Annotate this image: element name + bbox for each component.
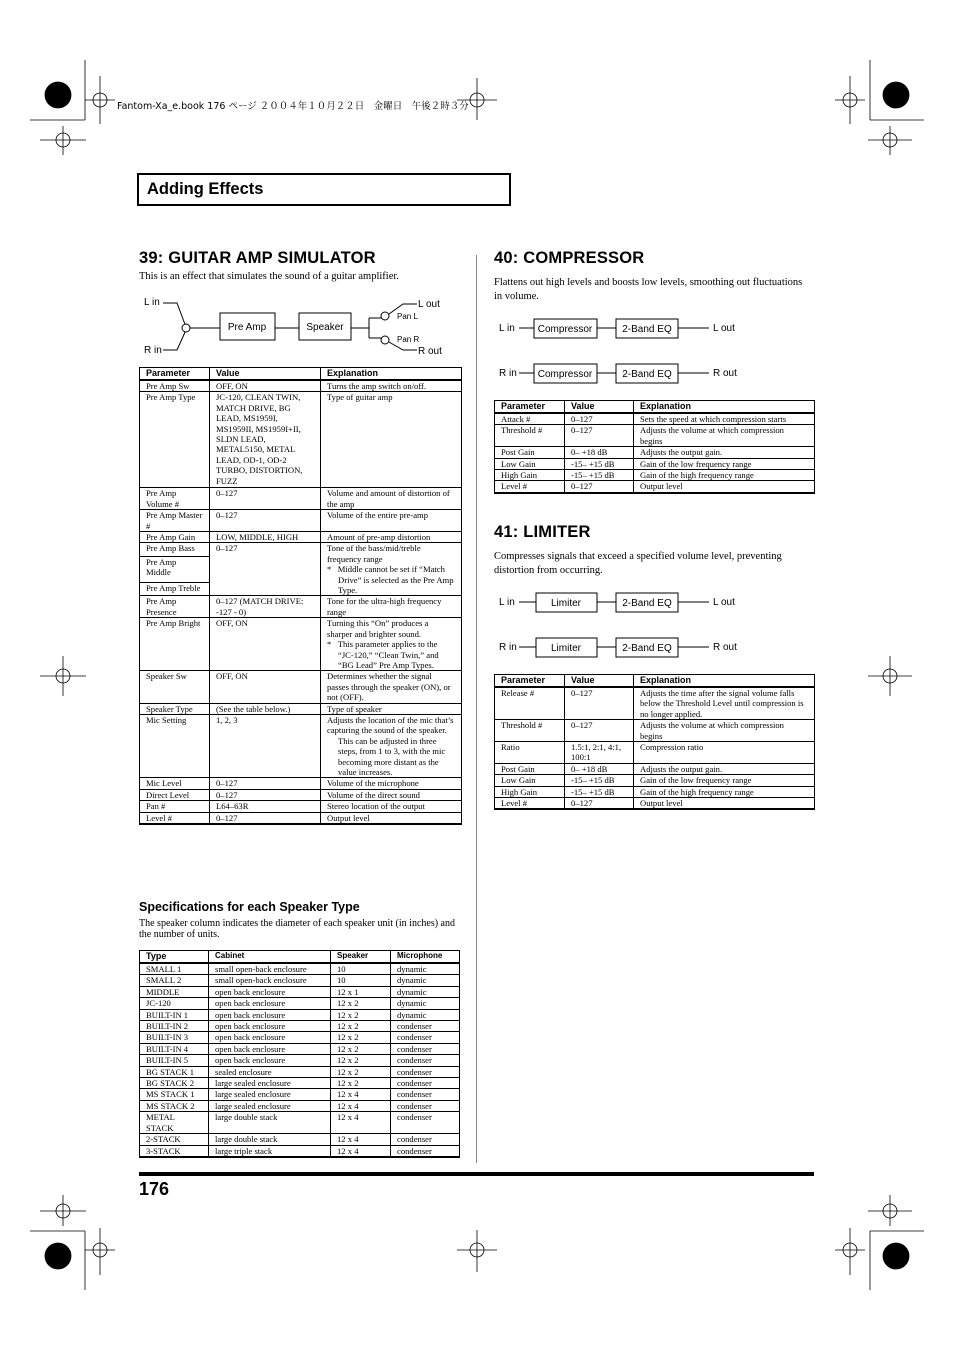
cabinet-cell: open back enclosure — [209, 986, 331, 997]
diagram-label-l-in: L in — [144, 297, 160, 308]
type-cell: BG STACK 1 — [140, 1066, 209, 1077]
limiter-param-table — [494, 674, 815, 810]
speaker-cell: 10 — [331, 975, 391, 986]
cabinet-cell: open back enclosure — [209, 1032, 331, 1043]
diagram-block-limiter: Limiter — [550, 643, 582, 654]
table-row: Post Gain 0– +18 dB Adjusts the output gain. — [495, 447, 815, 458]
diagram-block-eq: 2-Band EQ — [622, 598, 672, 609]
diagram-block-compressor: Compressor — [537, 369, 593, 380]
speaker-cell: 12 x 2 — [331, 998, 391, 1009]
col-header-value: Value — [210, 368, 321, 381]
table-row: Level # 0–127 Output level — [495, 798, 815, 810]
diagram-block-eq: 2-Band EQ — [622, 324, 672, 335]
table-row: Pre Amp Bright OFF, ON Turning this “On” produces a sharper and brighter sound. * This parameter applies to the “JC-120,” “Clean Twin,” and “BG Lead” Pre Amp Types. — [140, 618, 462, 671]
speaker-cell: 12 x 2 — [331, 1009, 391, 1020]
table-row — [140, 963, 460, 975]
compressor-param-table — [494, 400, 815, 494]
col-header-speaker: Speaker — [331, 951, 391, 964]
limiter-diagram — [494, 588, 814, 663]
cabinet-cell: open back enclosure — [209, 1043, 331, 1054]
cabinet-cell: open back enclosure — [209, 1021, 331, 1032]
cabinet-cell: open back enclosure — [209, 998, 331, 1009]
microphone-cell: condenser — [391, 1066, 460, 1077]
diagram-label-r-out: R out — [713, 368, 737, 379]
table-row — [140, 1089, 460, 1100]
table-row: Pre Amp Master # 0–127 Volume of the entire pre-amp — [140, 510, 462, 532]
type-cell: METAL STACK — [140, 1112, 209, 1134]
compressor-desc: Flattens out high levels and boosts low levels, smoothing out fluctuations in volume. — [494, 277, 803, 302]
table-row — [140, 986, 460, 997]
table-row: Threshold # 0–127 Adjusts the volume at which compression begins — [495, 720, 815, 742]
table-row — [140, 998, 460, 1009]
diagram-block-compressor: Compressor — [537, 324, 593, 335]
col-header-parameter: Parameter — [140, 368, 210, 381]
table-row: Low Gain -15– +15 dB Gain of the low frequency range — [495, 775, 815, 786]
speaker-spec-desc: The speaker column indicates the diameter of each speaker unit (in inches) and the number of units. — [139, 918, 455, 940]
file-info-header: Fantom-Xa_e.book 176 ページ ２００４年１０月２２日 金曜日 午後２時３分 — [117, 101, 469, 112]
diagram-label-r-in: R in — [144, 345, 162, 356]
page-number: 176 — [139, 1179, 170, 1199]
table-row: Pre Amp Gain LOW, MIDDLE, HIGH Amount of pre-amp distortion — [140, 532, 462, 543]
page-footer-rule — [139, 1172, 814, 1176]
table-row: Pre Amp Sw OFF, ON Turns the amp switch on/off. — [140, 380, 462, 392]
microphone-cell: condenser — [391, 1078, 460, 1089]
diagram-label-l-out: L out — [418, 299, 440, 310]
speaker-cell: 12 x 2 — [331, 1043, 391, 1054]
type-cell: BUILT-IN 1 — [140, 1009, 209, 1020]
cabinet-cell: open back enclosure — [209, 1009, 331, 1020]
table-row: Mic Level 0–127 Volume of the microphone — [140, 778, 462, 789]
limiter-desc: Compresses signals that exceed a specified volume level, preventing distortion from occurring. — [494, 551, 782, 576]
diagram-label-r-out: R out — [713, 642, 737, 653]
table-row: Direct Level 0–127 Volume of the direct sound — [140, 789, 462, 800]
col-header-value: Value — [565, 401, 634, 414]
table-row: Attack # 0–127 Sets the speed at which compression starts — [495, 413, 815, 425]
guitar-amp-title: 39: GUITAR AMP SIMULATOR — [139, 249, 376, 267]
cabinet-cell: small open-back enclosure — [209, 963, 331, 975]
microphone-cell: condenser — [391, 1134, 460, 1145]
speaker-cell: 12 x 4 — [331, 1112, 391, 1134]
speaker-spec-title: Specifications for each Speaker Type — [139, 900, 360, 914]
speaker-cell: 12 x 1 — [331, 986, 391, 997]
diagram-block-pre-amp: Pre Amp — [227, 322, 267, 333]
microphone-cell: condenser — [391, 1043, 460, 1054]
speaker-cell: 12 x 2 — [331, 1078, 391, 1089]
speaker-cell: 12 x 4 — [331, 1089, 391, 1100]
microphone-cell: condenser — [391, 1112, 460, 1134]
type-cell: BUILT-IN 2 — [140, 1021, 209, 1032]
table-row: Pre Amp Bass 0–127 Tone of the bass/mid/treble frequency range * Middle cannot be set if “Match Drive” is selected as the Pre Amp Type. — [140, 543, 462, 557]
table-row — [140, 1100, 460, 1111]
type-cell: BUILT-IN 5 — [140, 1055, 209, 1066]
microphone-cell: dynamic — [391, 963, 460, 975]
diagram-label-pan-l: Pan L — [397, 312, 418, 321]
col-header-type: Type — [140, 951, 209, 964]
diagram-block-eq: 2-Band EQ — [622, 643, 672, 654]
compressor-diagram — [494, 314, 814, 389]
microphone-cell: condenser — [391, 1055, 460, 1066]
microphone-cell: dynamic — [391, 1009, 460, 1020]
table-row: Post Gain 0– +18 dB Adjusts the output gain. — [495, 763, 815, 774]
limiter-title: 41: LIMITER — [494, 523, 591, 541]
table-row — [140, 1066, 460, 1077]
table-row: Pre Amp Treble — [140, 582, 462, 596]
table-row: Level # 0–127 Output level — [140, 812, 462, 824]
type-cell: BUILT-IN 4 — [140, 1043, 209, 1054]
type-cell: MS STACK 1 — [140, 1089, 209, 1100]
table-row — [140, 1055, 460, 1066]
microphone-cell: condenser — [391, 1032, 460, 1043]
guitar-amp-param-table — [139, 367, 462, 825]
cabinet-cell: large sealed enclosure — [209, 1089, 331, 1100]
table-row — [140, 1043, 460, 1054]
col-header-explanation: Explanation — [321, 368, 462, 381]
diagram-label-l-out: L out — [713, 597, 735, 608]
table-row — [140, 1032, 460, 1043]
table-row: Pan # L64–63R Stereo location of the output — [140, 801, 462, 812]
type-cell: BG STACK 2 — [140, 1078, 209, 1089]
table-row: Speaker Type (See the table below.) Type of speaker — [140, 703, 462, 714]
type-cell: SMALL 2 — [140, 975, 209, 986]
microphone-cell: dynamic — [391, 986, 460, 997]
guitar-amp-diagram — [139, 294, 469, 360]
table-row: Pre Amp Type JC-120, CLEAN TWIN, MATCH DRIVE, BG LEAD, MS1959I, MS1959II, MS1959I+II, SLDN LEAD, METAL5150, METAL LEAD, OD-1, OD-2 TURBO, DISTORTION, FUZZ Type of guitar amp — [140, 392, 462, 488]
cabinet-cell: large double stack — [209, 1134, 331, 1145]
section-title-box — [137, 173, 511, 206]
table-row: Mic Setting 1, 2, 3 Adjusts the location of the mic that’s capturing the sound of the speaker. This can be adjusted in three steps, from 1 to 3, with the mic becoming more distant as the value increases. — [140, 714, 462, 777]
speaker-cell: 12 x 2 — [331, 1055, 391, 1066]
diagram-label-l-in: L in — [499, 597, 515, 608]
table-row: Pre Amp Volume # 0–127 Volume and amount of distortion of the amp — [140, 488, 462, 510]
type-cell: 2-STACK — [140, 1134, 209, 1145]
diagram-label-l-out: L out — [713, 323, 735, 334]
table-row: Pre Amp Presence 0–127 (MATCH DRIVE: -127 - 0) Tone for the ultra-high frequency range — [140, 596, 462, 618]
diagram-label-r-in: R in — [499, 368, 517, 379]
col-header-value: Value — [565, 675, 634, 688]
speaker-cell: 10 — [331, 963, 391, 975]
cabinet-cell: large double stack — [209, 1112, 331, 1134]
table-row: High Gain -15– +15 dB Gain of the high frequency range — [495, 786, 815, 797]
table-row: Low Gain -15– +15 dB Gain of the low frequency range — [495, 458, 815, 469]
section-title: Adding Effects — [147, 180, 264, 198]
microphone-cell: condenser — [391, 1021, 460, 1032]
table-row — [140, 1134, 460, 1145]
table-row — [140, 1078, 460, 1089]
microphone-cell: dynamic — [391, 998, 460, 1009]
speaker-cell: 12 x 2 — [331, 1066, 391, 1077]
col-header-microphone: Microphone — [391, 951, 460, 964]
microphone-cell: condenser — [391, 1145, 460, 1157]
cabinet-cell: large triple stack — [209, 1145, 331, 1157]
diagram-block-eq: 2-Band EQ — [622, 369, 672, 380]
diagram-label-r-out: R out — [418, 346, 442, 357]
table-row: Threshold # 0–127 Adjusts the volume at which compression begins — [495, 425, 815, 447]
speaker-cell: 12 x 4 — [331, 1134, 391, 1145]
table-row — [140, 1009, 460, 1020]
cabinet-cell: small open-back enclosure — [209, 975, 331, 986]
microphone-cell: condenser — [391, 1089, 460, 1100]
compressor-title: 40: COMPRESSOR — [494, 249, 645, 267]
table-row: Ratio 1.5:1, 2:1, 4:1, 100:1 Compression ratio — [495, 742, 815, 764]
diagram-block-limiter: Limiter — [550, 598, 582, 609]
col-header-explanation: Explanation — [634, 401, 815, 414]
col-header-cabinet: Cabinet — [209, 951, 331, 964]
diagram-label-pan-r: Pan R — [397, 335, 420, 344]
cabinet-cell: large sealed enclosure — [209, 1078, 331, 1089]
microphone-cell: dynamic — [391, 975, 460, 986]
guitar-amp-intro: This is an effect that simulates the sound of a guitar amplifier. — [139, 271, 399, 282]
table-row: Release # 0–127 Adjusts the time after the signal volume falls below the Threshold Level until compression is no longer applied. — [495, 687, 815, 720]
col-header-parameter: Parameter — [495, 675, 565, 688]
table-row: Speaker Sw OFF, ON Determines whether the signal passes through the speaker (ON), or not (OFF). — [140, 671, 462, 703]
diagram-label-r-in: R in — [499, 642, 517, 653]
type-cell: BUILT-IN 3 — [140, 1032, 209, 1043]
cabinet-cell: open back enclosure — [209, 1055, 331, 1066]
microphone-cell: condenser — [391, 1100, 460, 1111]
speaker-type-table — [139, 950, 460, 1158]
cabinet-cell: sealed enclosure — [209, 1066, 331, 1077]
table-row: High Gain -15– +15 dB Gain of the high frequency range — [495, 470, 815, 481]
col-header-explanation: Explanation — [634, 675, 815, 688]
type-cell: MIDDLE — [140, 986, 209, 997]
type-cell: JC-120 — [140, 998, 209, 1009]
speaker-cell: 12 x 2 — [331, 1032, 391, 1043]
diagram-label-l-in: L in — [499, 323, 515, 334]
column-divider — [476, 255, 477, 1163]
table-row — [140, 1145, 460, 1157]
type-cell: SMALL 1 — [140, 963, 209, 975]
cabinet-cell: large sealed enclosure — [209, 1100, 331, 1111]
table-row — [140, 1021, 460, 1032]
table-row — [140, 1112, 460, 1134]
speaker-cell: 12 x 4 — [331, 1145, 391, 1157]
speaker-cell: 12 x 4 — [331, 1100, 391, 1111]
table-row — [140, 975, 460, 986]
speaker-cell: 12 x 2 — [331, 1021, 391, 1032]
type-cell: 3-STACK — [140, 1145, 209, 1157]
table-row: Pre Amp Middle — [140, 556, 462, 582]
diagram-block-speaker: Speaker — [306, 322, 344, 333]
col-header-parameter: Parameter — [495, 401, 565, 414]
type-cell: MS STACK 2 — [140, 1100, 209, 1111]
table-row: Level # 0–127 Output level — [495, 481, 815, 493]
